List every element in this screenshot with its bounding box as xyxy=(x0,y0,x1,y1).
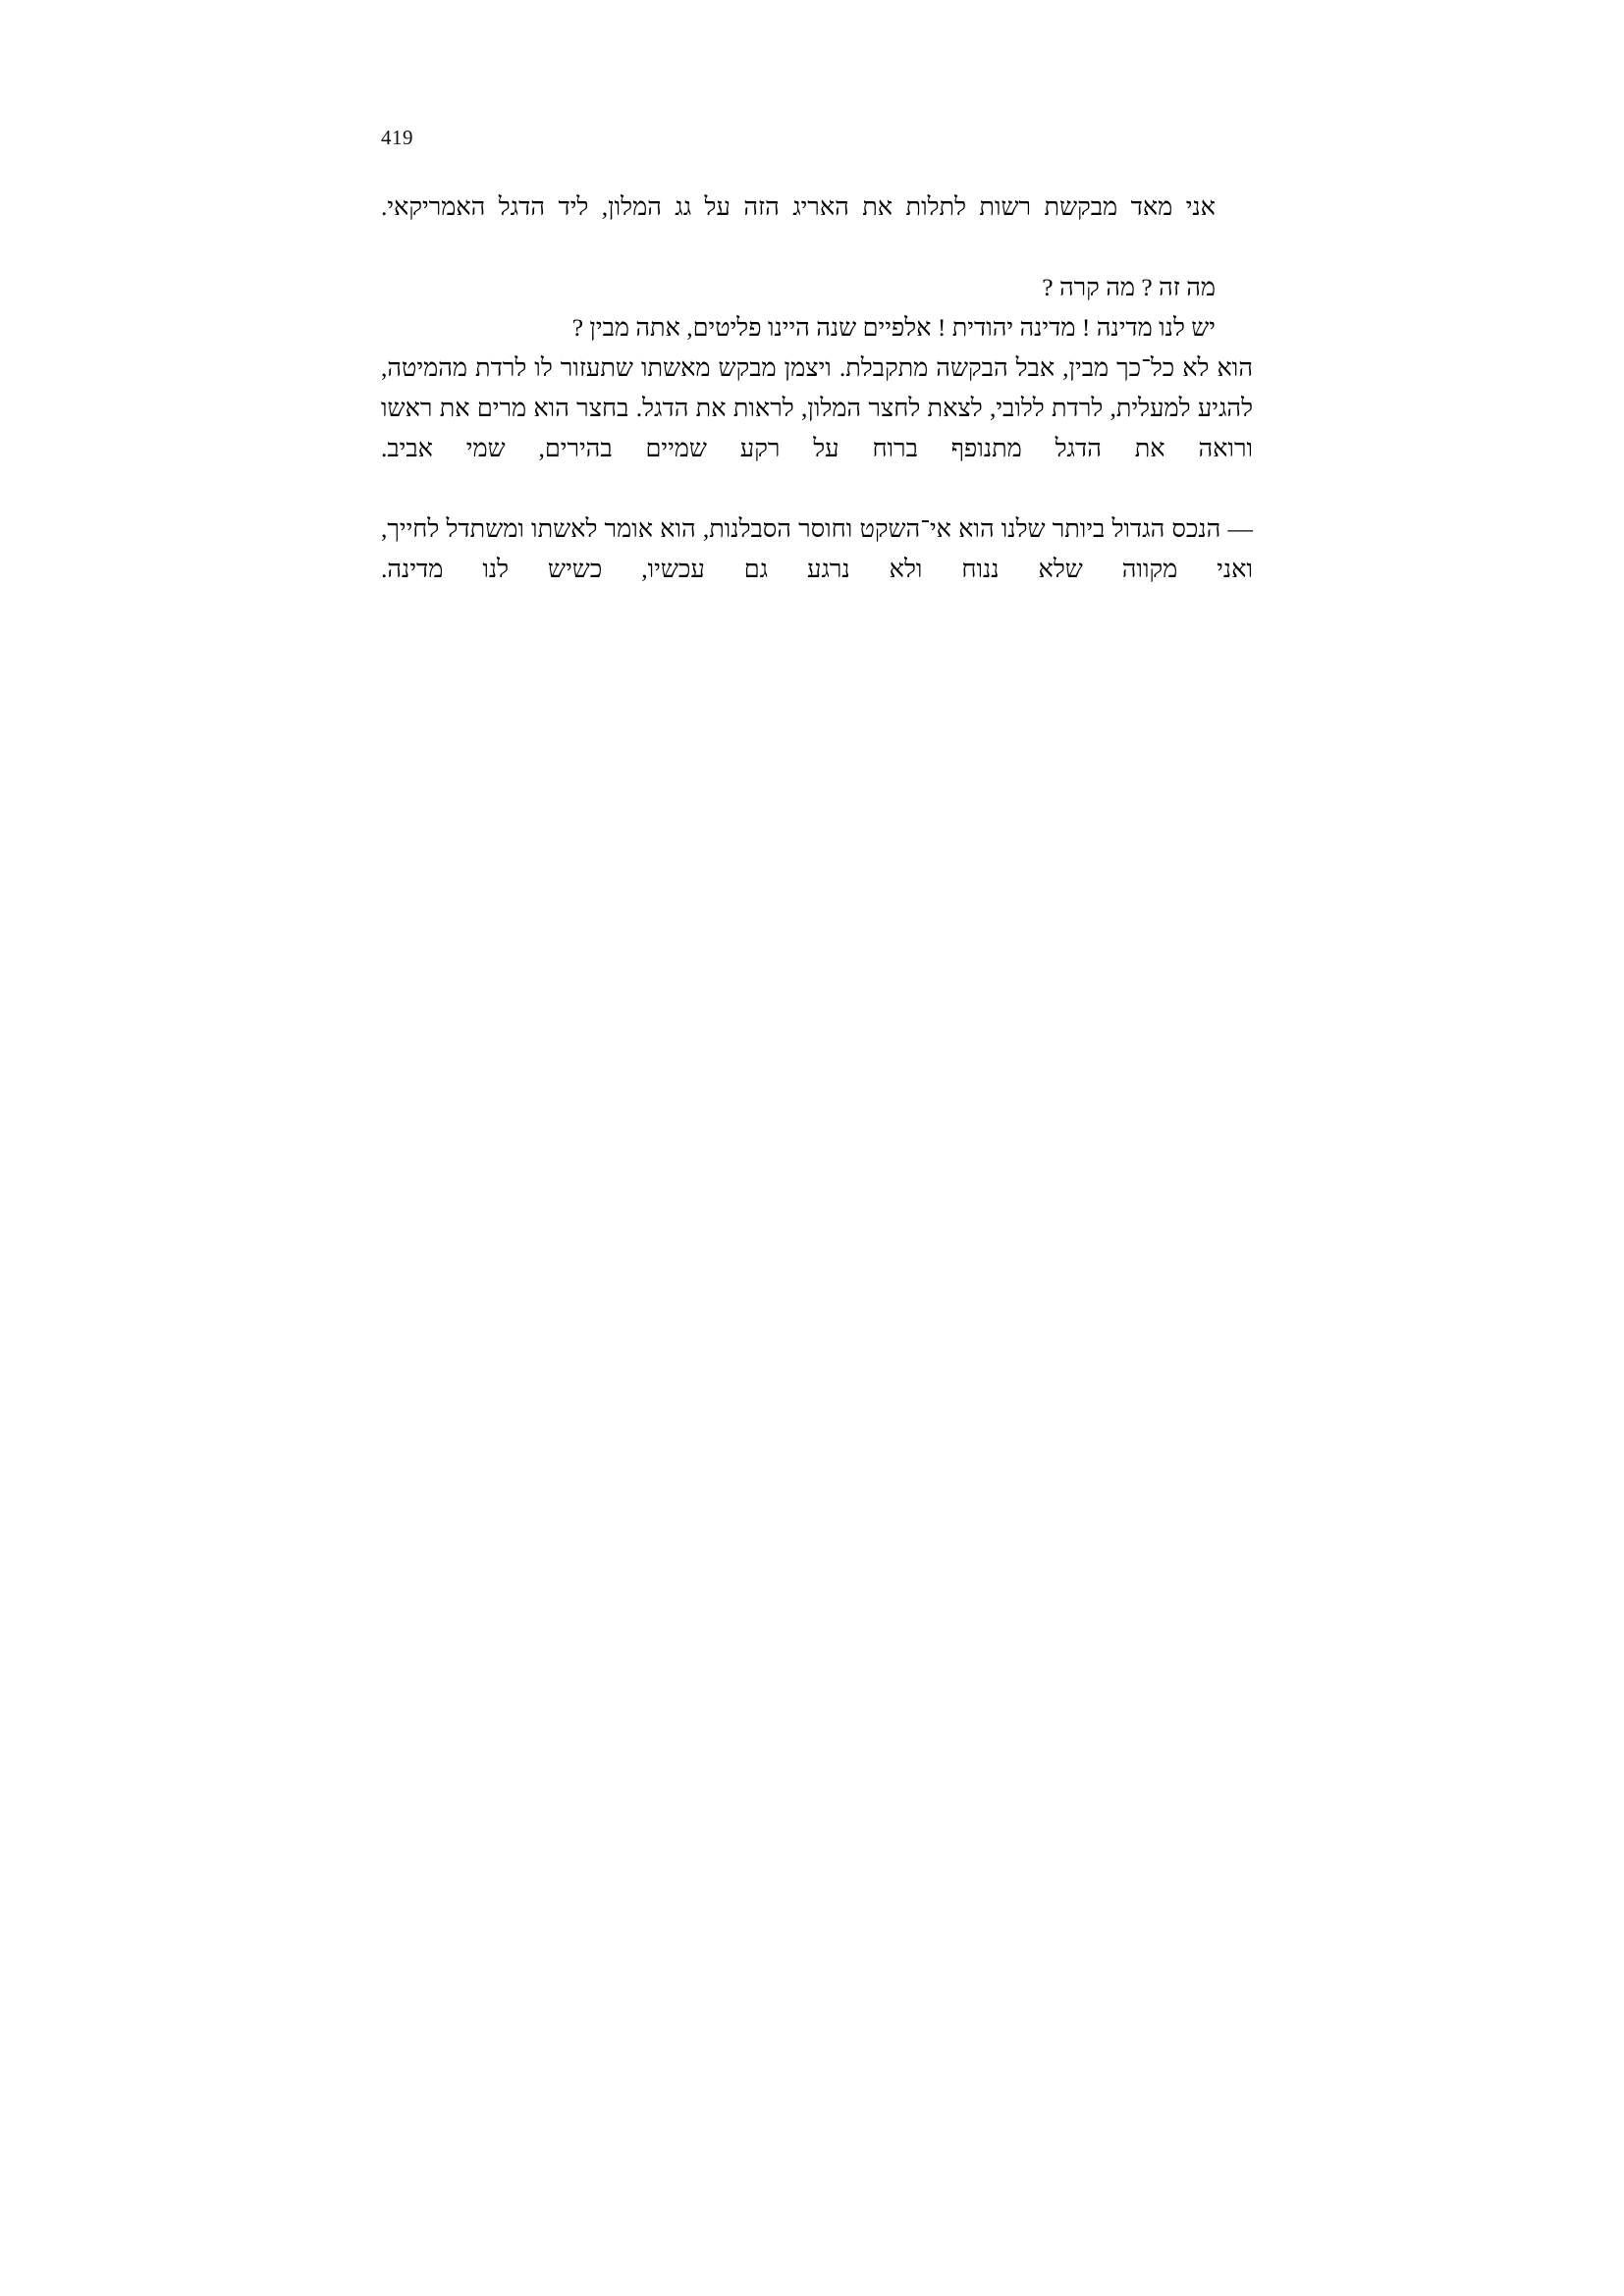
paragraph: יש לנו מדינה ! מדינה יהודית ! אלפיים שנה היינו פליטים, אתה מבין ? xyxy=(571,313,1216,342)
paragraph: — הנכס הגדול ביותר שלנו הוא אי־השקט וחוסר הסבלנות, הוא אומר לאשתו ומשתדל לחייך, ואני מקווה שלא ננוח ולא נרגע גם עכשיו, כשיש לנו מדינה. xyxy=(381,514,1253,583)
page-number: 419 xyxy=(381,126,413,149)
body-text-column xyxy=(381,187,1253,629)
paragraph: מה זה ? מה קרה ? xyxy=(1042,273,1216,301)
paragraph: הוא לא כל־כך מבין, אבל הבקשה מתקבלת. ויצמן מבקש מאשתו שתעזור לו לרדת מהמיטה, להגיע למעלית, לרדת ללובי, לצאת לחצר המלון, לראות את הדגל. בחצר הוא מרים את ראשו ורואה את הדגל מתנופף ברוח על רקע שמיים בהירים, שמי אביב. xyxy=(381,353,1253,462)
paragraph: אני מאד מבקשת רשות לתלות את האריג הזה על גג המלון, ליד הדגל האמריקאי. xyxy=(381,192,1216,221)
